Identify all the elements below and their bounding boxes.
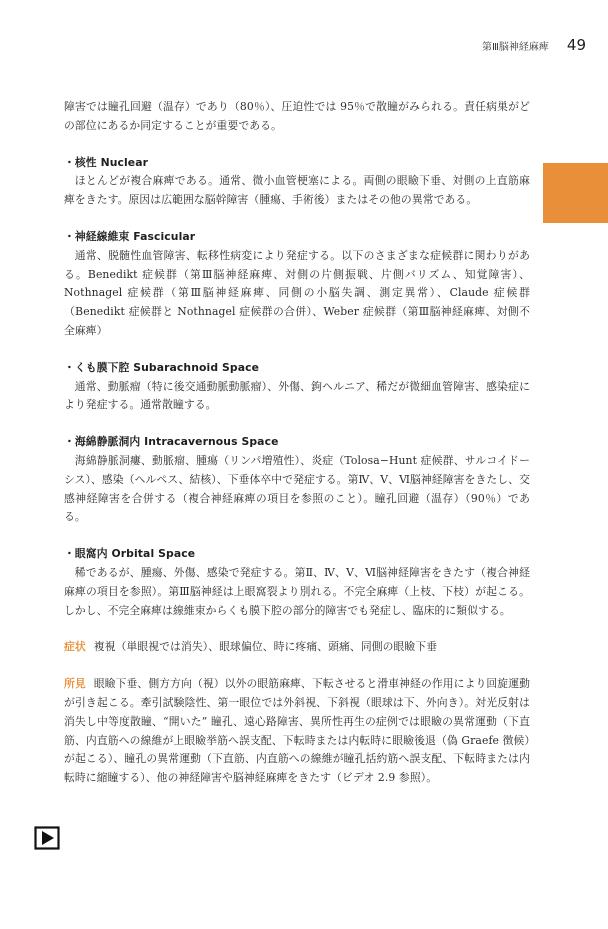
symptoms-label: 症状: [64, 640, 86, 654]
section-heading: ・核性 Nuclear: [64, 155, 149, 169]
section-intracavernous: [64, 433, 530, 527]
section-body: 海綿静脈洞瘻、動脈瘤、腫瘍（リンパ増殖性）、炎症（Tolosa−Hunt 症候群、サルコイドーシス）、感染（ヘルペス、結核）、下垂体卒中で発症する。第Ⅳ、Ⅴ、Ⅵ脳神経障害をきたし、交感神経障害を合併する（複合神経麻痺の項目を参照のこと）。瞳孔回避（温存）（90％）である。: [64, 453, 530, 524]
running-head: [440, 36, 586, 54]
page-number: 49: [566, 36, 586, 54]
section-heading: ・眼窩内 Orbital Space: [64, 547, 196, 561]
chapter-thumb-tab: [543, 163, 608, 223]
section-body: 稀であるが、腫瘍、外傷、感染で発症する。第Ⅱ、Ⅳ、Ⅴ、Ⅵ脳神経障害をきたす（複合神経麻痺の項目を参照）。第Ⅲ脳神経は上眼窩裂より別れる。不完全麻痺（上枝、下枝）が起こる。しかし、不完全麻痺は線維束からくも膜下腔の部分的障害でも発症し、臨床的に類似する。: [64, 565, 530, 617]
findings-label: 所見: [64, 677, 86, 691]
page-body: [64, 98, 530, 788]
section-body: 通常、動脈瘤（特に後交通動脈動脈瘤）、外傷、鉤ヘルニア、稀だが微細血管障害、感染症により発症する。通常散瞳する。: [64, 379, 530, 412]
findings-block: [64, 675, 530, 788]
section-orbital: [64, 545, 530, 620]
section-body: ほとんどが複合麻痺である。通常、微小血管梗塞による。両側の眼瞼下垂、対側の上直筋麻痺をきたす。原因は広範囲な脳幹障害（腫瘍、手術後）またはその他の異常である。: [64, 174, 530, 207]
section-heading: ・海綿静脈洞内 Intracavernous Space: [64, 435, 279, 449]
section-body: 通常、脱髄性血管障害、転移性病変により発症する。以下のさまざまな症候群に関わりがある。Benedikt 症候群（第Ⅲ脳神経麻痺、対側の片側振戦、片側バリズム、知覚障害）、Nothnagel 症候群（第Ⅲ脳神経麻痺、同側の小脳失調、測定異常）、Claude 症候群（Benedikt 症候群と Nothnagel 症候群の合併）、Weber 症候群（第Ⅲ脳神経麻痺、対側不全麻痺）: [64, 248, 530, 337]
section-heading: ・くも膜下腔 Subarachnoid Space: [64, 360, 260, 374]
section-subarachnoid: [64, 359, 530, 415]
section-fascicular: [64, 228, 530, 341]
video-play-icon[interactable]: [34, 826, 60, 850]
symptoms-text: 複視（単眼視では消失）、眼球偏位、時に疼痛、頭痛、同側の眼瞼下垂: [93, 640, 438, 654]
chapter-title: 第Ⅲ脳神経麻痺: [482, 42, 549, 53]
findings-text: 眼瞼下垂、側方方向（視）以外の眼筋麻痺、下転させると滑車神経の作用により回旋運動が引き起こる。牽引試験陰性、第一眼位では外斜視、下斜視（眼球は下、外向き）。対光反射は消失し中等度散瞳、“開いた” 瞳孔、遠心路障害、異所性再生の症例では眼瞼の異常運動（下直筋、内直筋への線維が上眼瞼挙筋へ誤支配、下転時または内転時に眼瞼後退（偽 Graefe 徴候）が起こる）、瞳孔の異常運動（下直筋、内直筋への線維が瞳孔括約筋へ誤支配、下転時または内転時に縮瞳する）、他の神経障害や脳神経麻痺をきたす（ビデオ 2.9 参照）。: [64, 677, 530, 785]
intro-paragraph: 障害では瞳孔回避（温存）であり（80％）、圧迫性では 95％で散瞳がみられる。責任病巣がどの部位にあるか同定することが重要である。: [64, 100, 530, 132]
symptoms-block: [64, 638, 530, 657]
section-heading: ・神経線維束 Fascicular: [64, 229, 196, 243]
section-nuclear: [64, 154, 530, 210]
